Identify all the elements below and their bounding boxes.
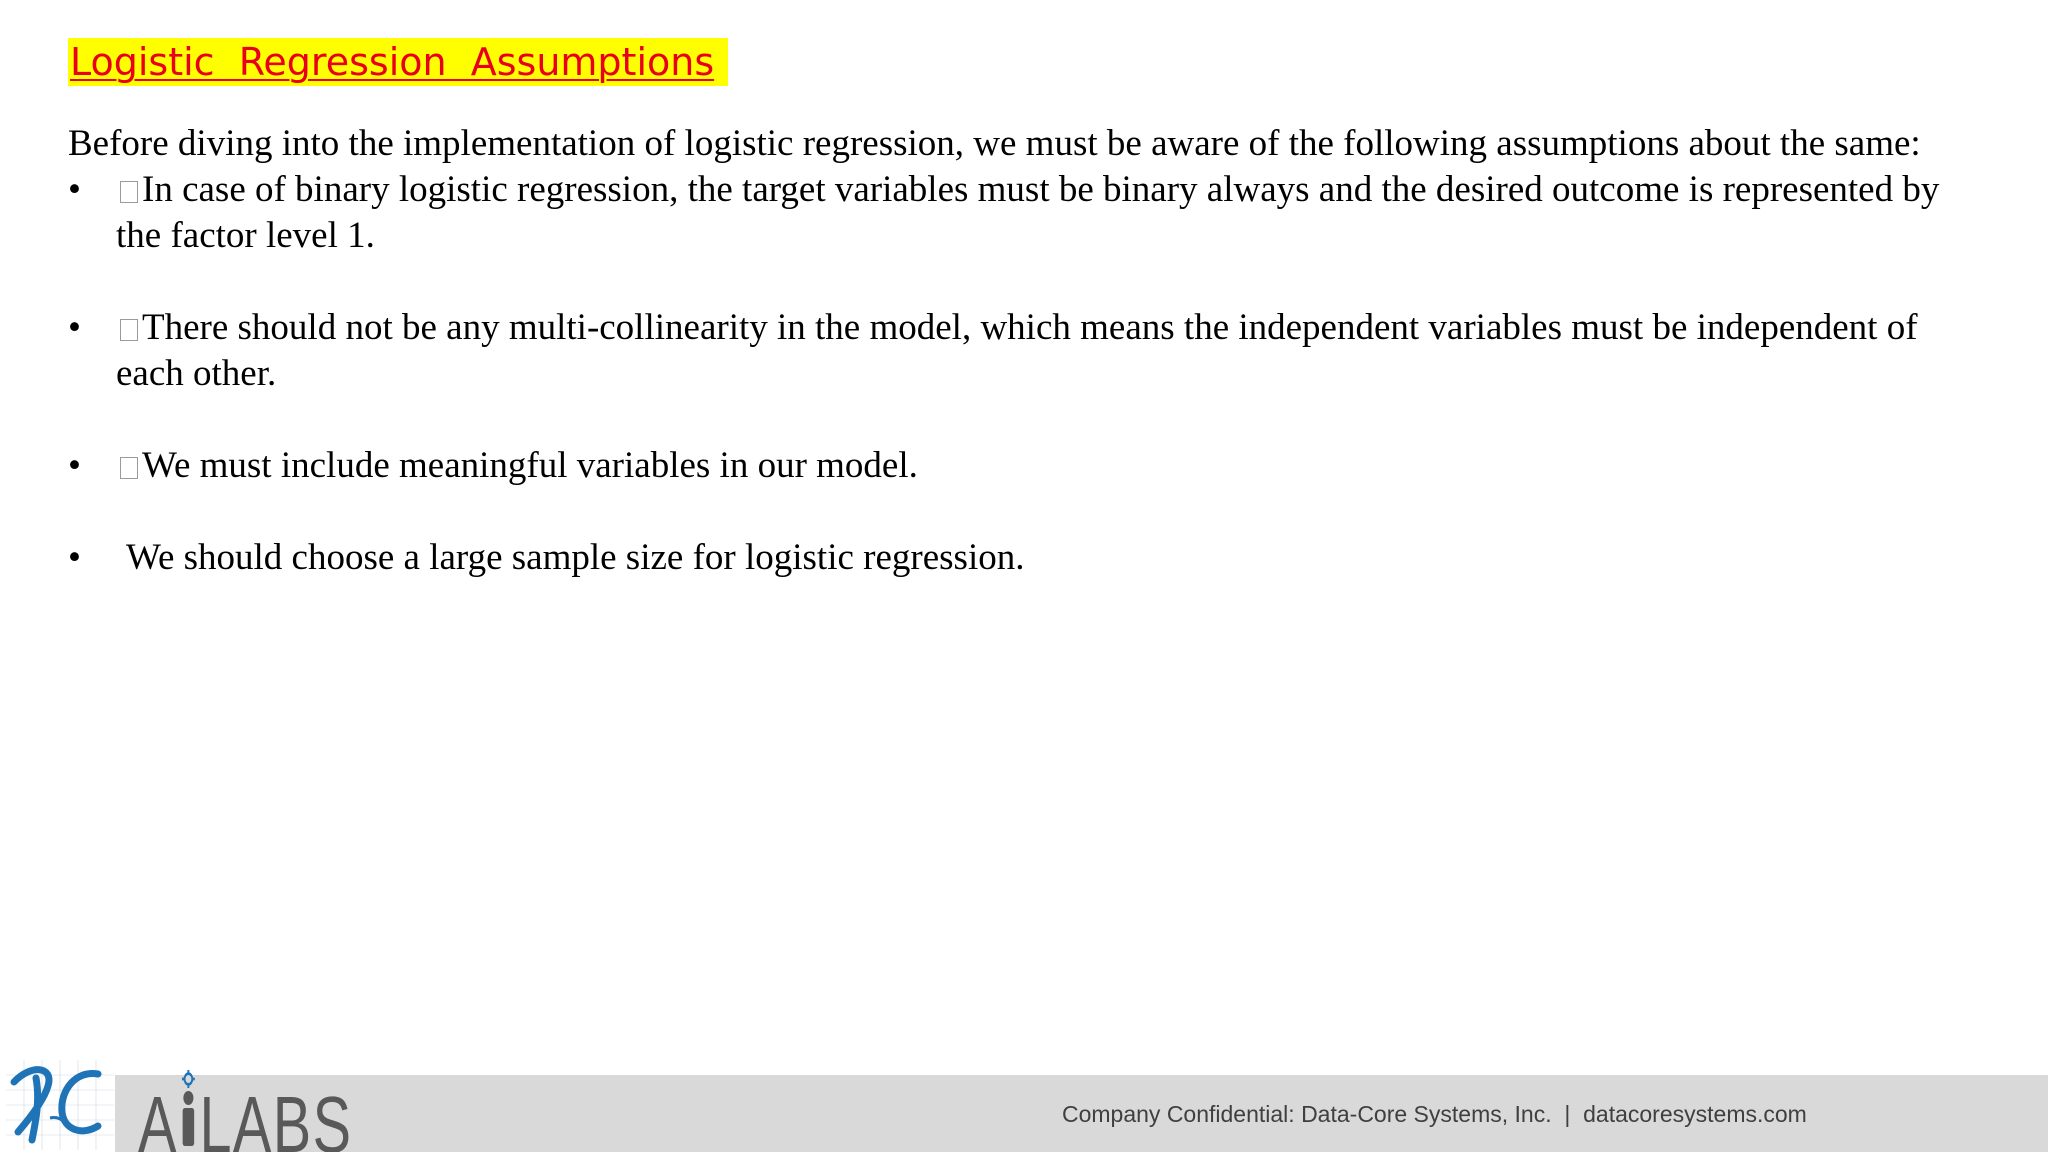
slide-body bbox=[68, 121, 1968, 627]
list-item bbox=[68, 305, 1968, 397]
intro-paragraph: Before diving into the implementation of logistic regression, we must be aware of the following assumptions about the same: bbox=[68, 123, 1921, 164]
bullet-marker: • bbox=[68, 537, 81, 578]
missing-glyph-icon bbox=[120, 457, 138, 479]
bullet-text: There should not be any multi-collinearity in the model, which means the independent variables must be independent of each other. bbox=[116, 307, 1918, 394]
bullet-text: We should choose a large sample size for logistic regression. bbox=[126, 537, 1025, 578]
missing-glyph-icon bbox=[120, 181, 138, 203]
bullet-text: We must include meaningful variables in our model. bbox=[142, 445, 918, 486]
ailabs-logo bbox=[138, 1068, 353, 1152]
ailabs-letter-i bbox=[178, 1068, 200, 1152]
list-item bbox=[68, 535, 1968, 581]
bullet-marker: • bbox=[68, 307, 81, 348]
bullet-text: In case of binary logistic regression, the target variables must be binary always and the desired outcome is represented by the factor level 1. bbox=[116, 169, 1940, 256]
datacore-logo-icon bbox=[6, 1060, 114, 1150]
list-item bbox=[68, 443, 1968, 489]
slide-title: Logistic Regression Assumptions bbox=[68, 38, 728, 86]
list-item bbox=[68, 167, 1968, 259]
bullet-marker: • bbox=[68, 445, 81, 486]
footer-confidential-text: Company Confidential: Data-Core Systems, Inc. | datacoresystems.com bbox=[1062, 1101, 1807, 1127]
ailabs-letter-a: A bbox=[138, 1080, 178, 1152]
gear-icon bbox=[182, 1070, 195, 1088]
assumption-list bbox=[68, 167, 1968, 581]
ailabs-letters: LABS bbox=[199, 1080, 353, 1152]
missing-glyph-icon bbox=[120, 319, 138, 341]
bullet-marker: • bbox=[68, 169, 81, 210]
